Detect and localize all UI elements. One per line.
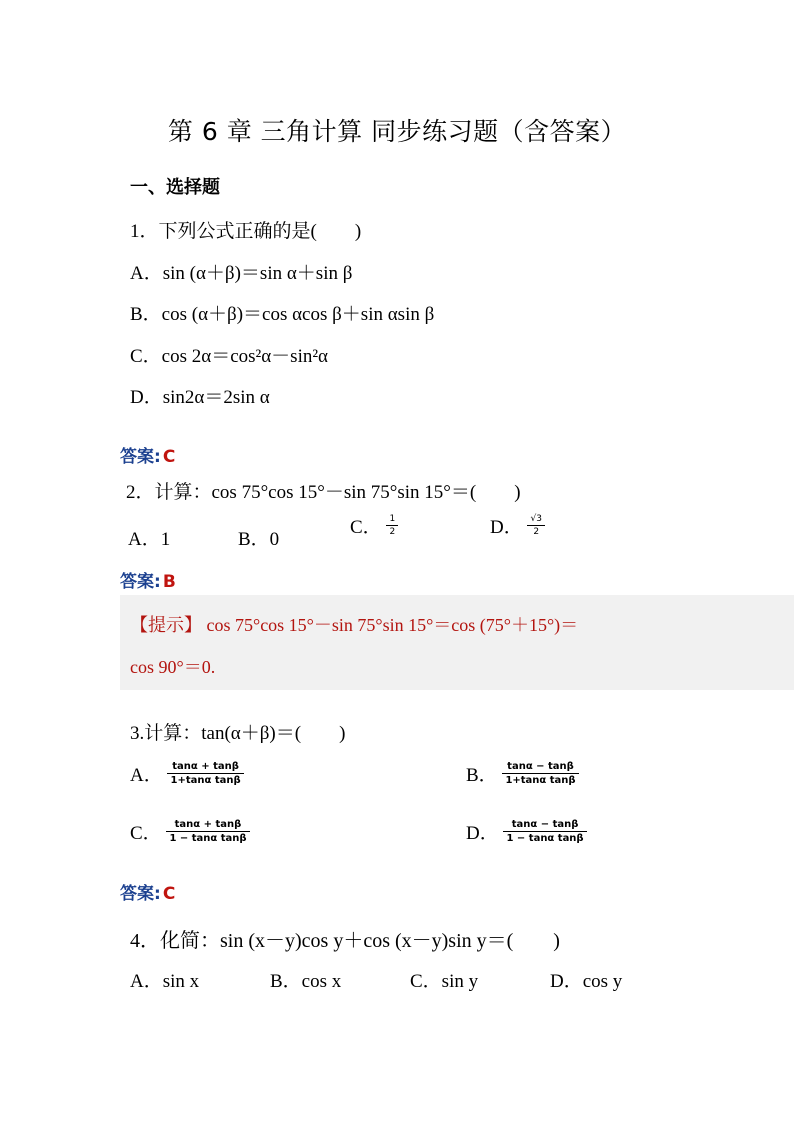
numerator: tanα − tanβ <box>503 818 586 832</box>
answer-label: 答案: <box>120 572 161 592</box>
numerator: √3 <box>527 513 544 526</box>
q1-answer <box>120 442 175 467</box>
page-title: 第 6 章 三角计算 同步练习题（含答案） <box>167 117 627 146</box>
option-label: C． <box>130 823 162 844</box>
denominator: 1+tanα tanβ <box>170 775 241 786</box>
answer-label: 答案: <box>120 884 161 904</box>
hint-line-1: 【提示】 cos 75°cos 15°－sin 75°sin 15°＝cos (75°＋15°)＝ <box>130 615 579 635</box>
q3-stem: 3.计算：tan(α＋β)＝( ) <box>130 723 346 744</box>
answer-value: C <box>162 447 176 467</box>
q3-option-d <box>466 818 587 845</box>
denominator: 1+tanα tanβ <box>505 775 576 786</box>
denominator: 2 <box>533 527 540 537</box>
numerator: tanα + tanβ <box>167 760 243 774</box>
q4-option-a: A．sin x <box>130 971 200 992</box>
answer-label: 答案: <box>120 447 161 467</box>
option-label: D． <box>466 823 499 844</box>
q2-option-a: A．1 <box>128 529 171 550</box>
section-heading: 一、选择题 <box>130 177 220 198</box>
fraction <box>502 760 578 787</box>
numerator: tanα − tanβ <box>502 760 578 774</box>
q2-answer <box>120 567 176 592</box>
fraction <box>166 818 249 845</box>
q3-option-c <box>130 818 250 845</box>
q4-option-d: D．cos y <box>550 971 623 992</box>
fraction <box>386 513 398 538</box>
denominator: 1 − tanα tanβ <box>506 833 584 844</box>
q4-option-c: C．sin y <box>410 971 479 992</box>
q3-option-a <box>130 760 244 787</box>
q4-option-b: B．cos x <box>270 971 342 992</box>
q2-option-d <box>490 512 545 539</box>
q3-answer <box>120 879 175 904</box>
q1-option-b: B．cos (α＋β)＝cos αcos β＋sin αsin β <box>130 304 435 325</box>
option-label: D． <box>490 517 523 538</box>
fraction <box>167 760 243 787</box>
numerator: 1 <box>386 513 398 526</box>
q2-stem: 2．计算：cos 75°cos 15°－sin 75°sin 15°＝( ) <box>126 482 521 503</box>
q2-option-c <box>350 512 398 539</box>
numerator: tanα + tanβ <box>166 818 249 832</box>
q2-option-b: B．0 <box>238 529 280 550</box>
answer-value: C <box>162 884 176 904</box>
answer-value: B <box>162 572 176 592</box>
fraction <box>503 818 586 845</box>
q1-option-c: C．cos 2α＝cos²α－sin²α <box>130 346 329 367</box>
q3-option-b <box>466 760 579 787</box>
option-label: A． <box>130 765 163 786</box>
q1-stem: 1．下列公式正确的是( ) <box>130 221 362 242</box>
option-label: B． <box>466 765 498 786</box>
q1-option-a: A．sin (α＋β)＝sin α＋sin β <box>130 263 353 284</box>
hint-line-2: cos 90°＝0. <box>130 657 216 677</box>
hint-box <box>120 595 794 690</box>
fraction <box>527 513 544 538</box>
q1-option-d: D．sin2α＝2sin α <box>130 387 270 408</box>
q4-stem: 4．化简：sin (x－y)cos y＋cos (x－y)sin y＝( ) <box>130 930 560 952</box>
denominator: 2 <box>389 527 396 537</box>
denominator: 1 − tanα tanβ <box>169 833 247 844</box>
option-label: C． <box>350 517 382 538</box>
